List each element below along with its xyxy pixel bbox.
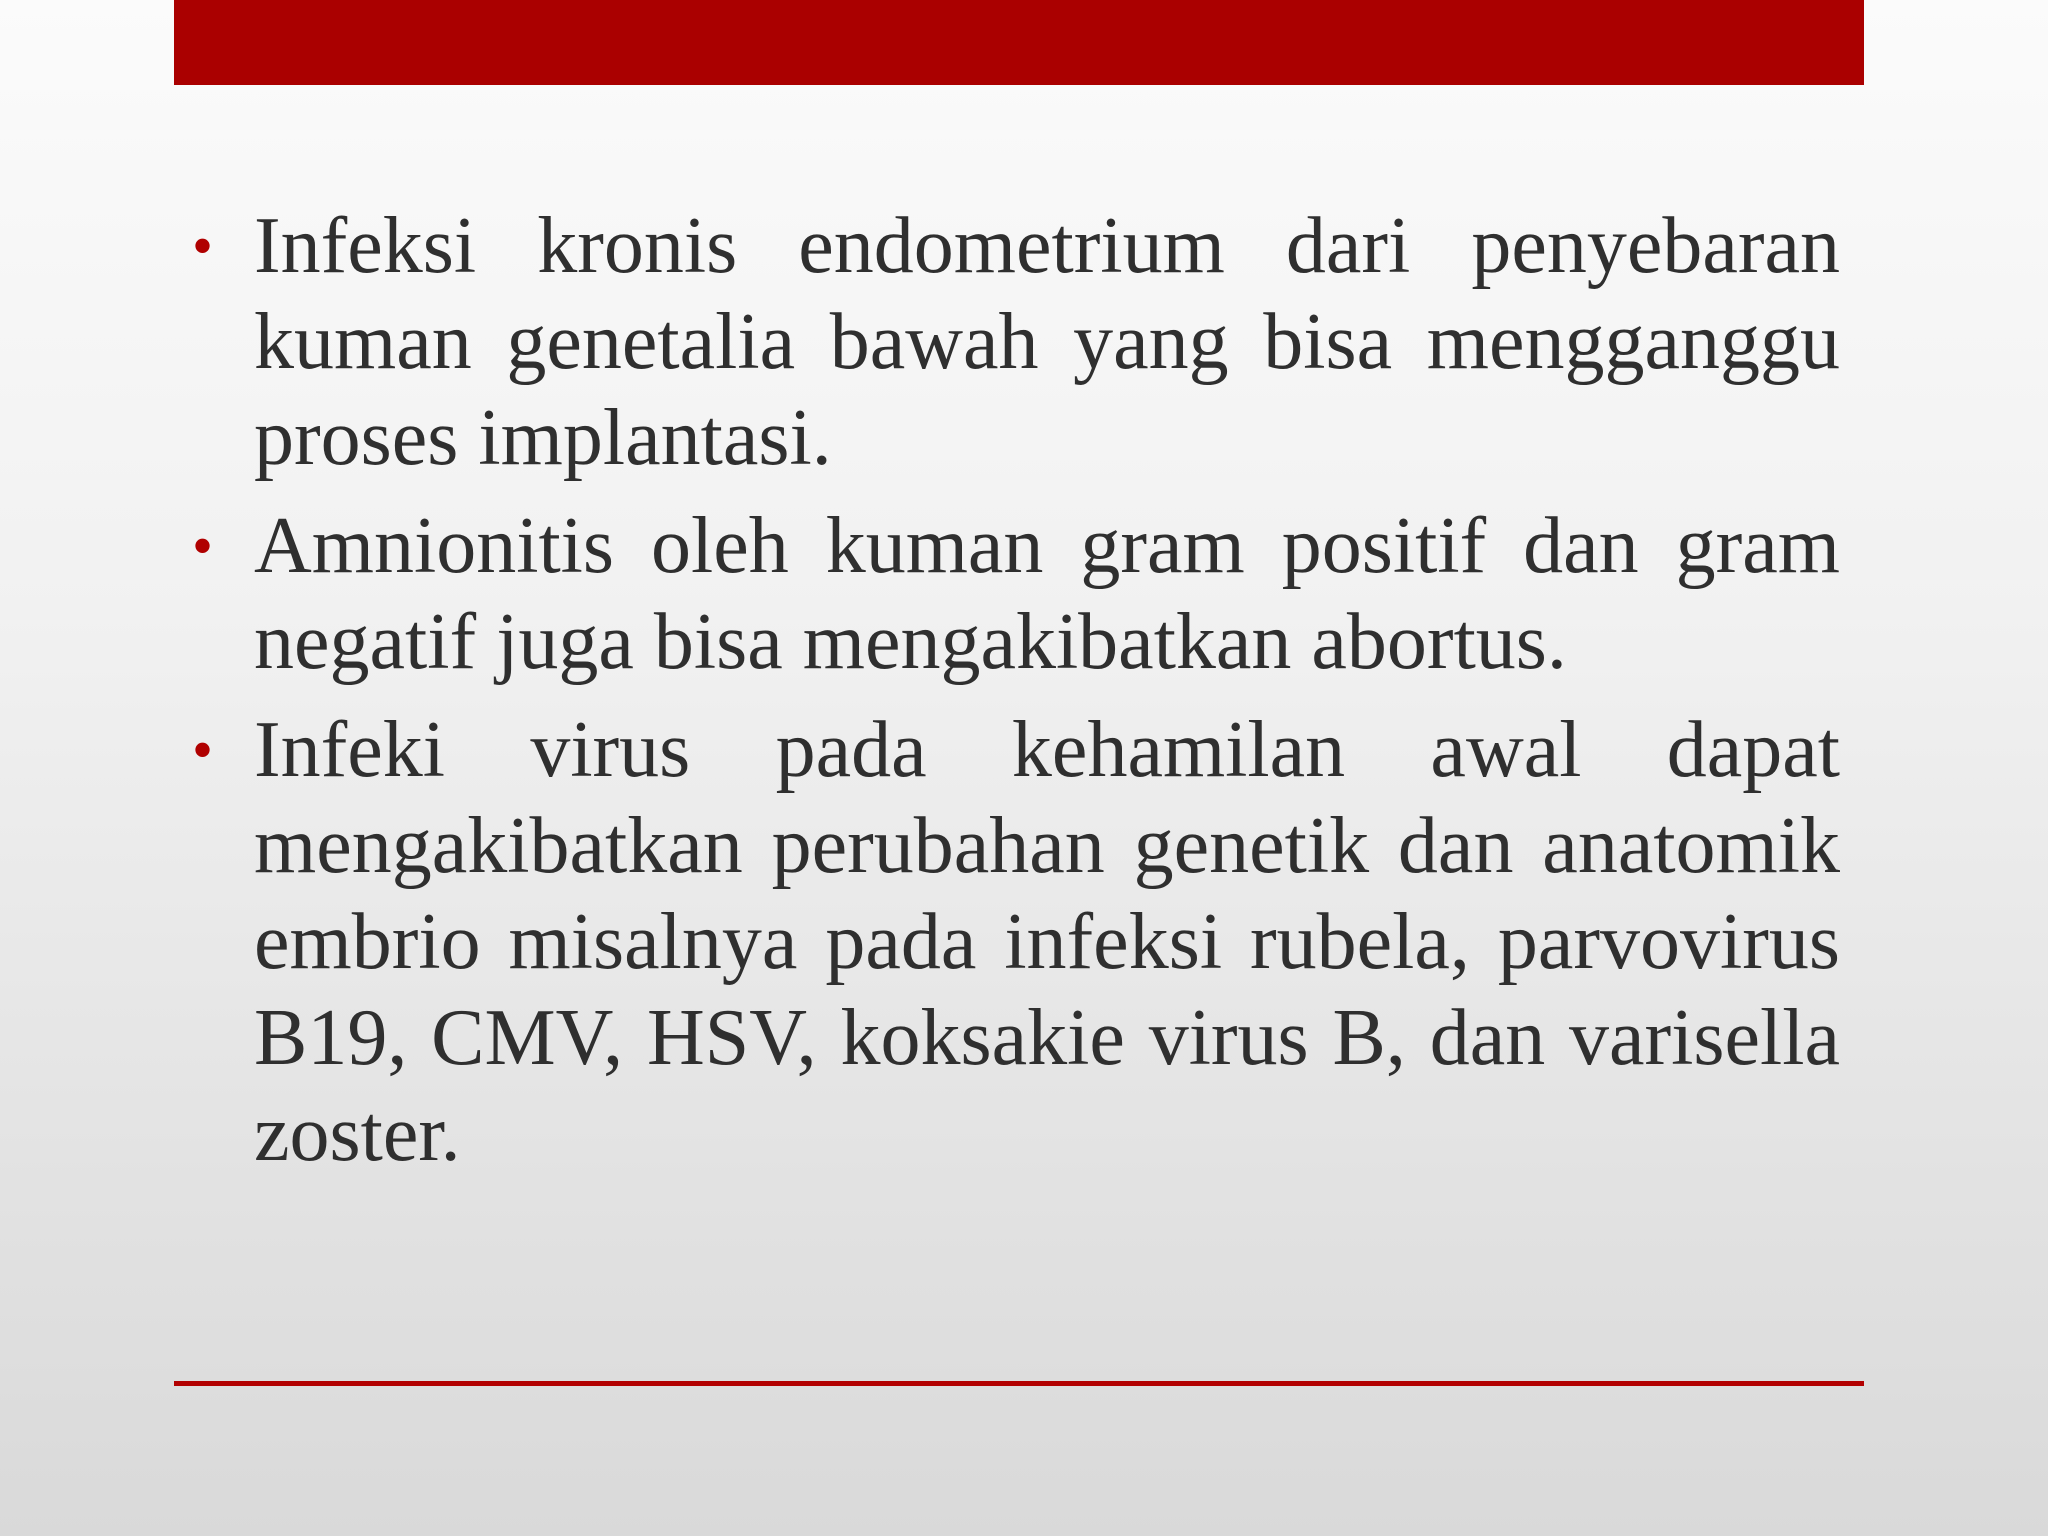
bullet-text: Amnionitis oleh kuman gram positif dan gram negatif juga bisa mengakibatkan abortus.	[254, 502, 1840, 686]
bullet-item	[190, 498, 1840, 690]
bullet-icon: •	[192, 717, 214, 783]
footer-divider	[174, 1381, 1864, 1386]
bullet-icon: •	[192, 513, 214, 579]
bullet-list	[190, 198, 1840, 1182]
header-accent-bar	[174, 0, 1864, 85]
bullet-text: Infeksi kronis endometrium dari penyebaran kuman genetalia bawah yang bisa mengganggu proses implantasi.	[254, 202, 1840, 482]
bullet-text: Infeki virus pada kehamilan awal dapat mengakibatkan perubahan genetik dan anatomik embrio misalnya pada infeksi rubela, parvovirus B19, CMV, HSV, koksakie virus B, dan varisella zoster.	[254, 706, 1840, 1178]
slide-body	[190, 198, 1840, 1194]
bullet-icon: •	[192, 213, 214, 279]
bullet-item	[190, 198, 1840, 486]
bullet-item	[190, 702, 1840, 1182]
